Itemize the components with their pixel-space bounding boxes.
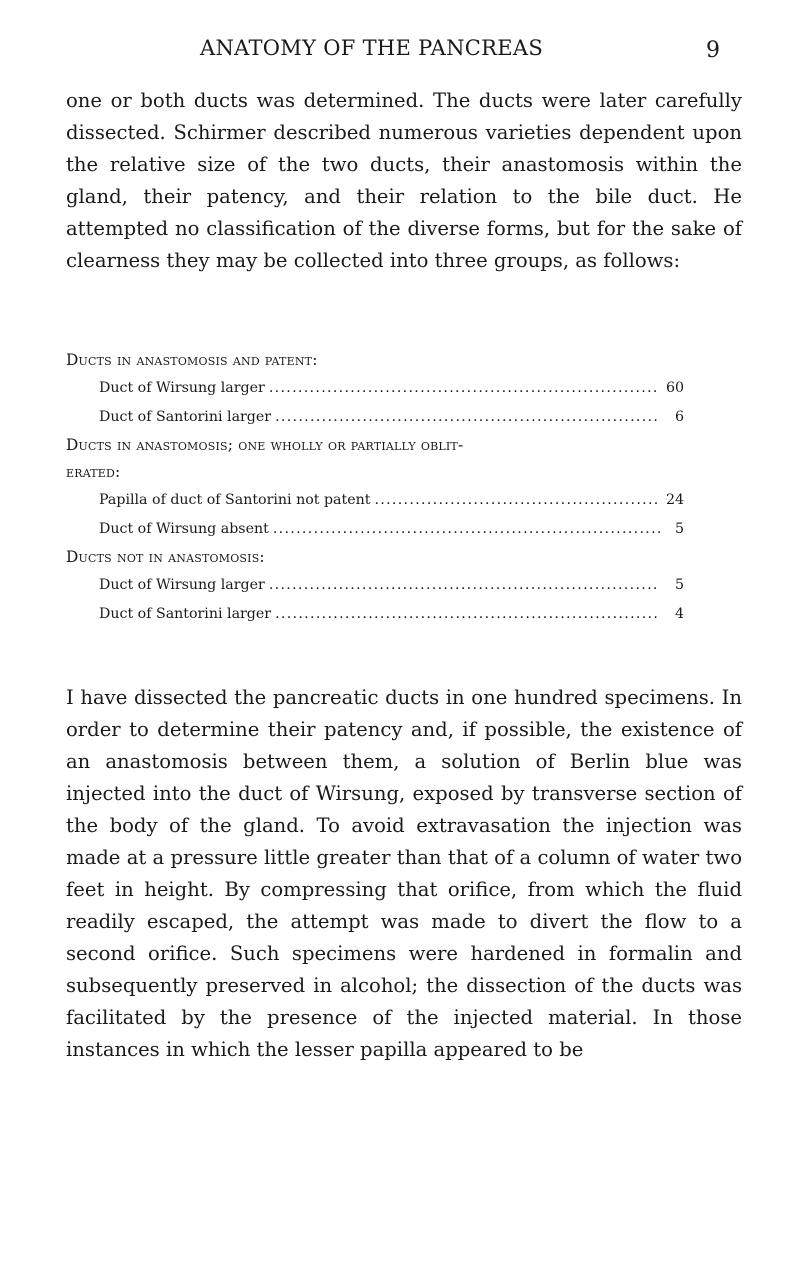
paragraph-intro: one or both ducts was determined. The ducts were later carefully dissected. Schirmer described numerous varieties dependent upon the relative size of the two ducts, their anastomosis within the gland, their patency, and their relation to the bile duct. He attempted no classification of the diverse forms, but for the sake of clearness they may be collected into three groups, as follows: xyxy=(66,89,742,272)
table-group-no-anastomosis xyxy=(66,544,742,629)
duct-classification-table xyxy=(66,347,742,629)
row-label: Duct of Santorini larger xyxy=(99,606,272,622)
paragraph-dissection: I have dissected the pancreatic ducts in one hundred specimens. In order to determine their patency and, if possible, the existence of an anastomosis between them, a solution of Berlin blue was injected into the duct of Wirsung, exposed by transverse section of the body of the gland. To avoid extravasation the injection was made at a pressure little greater than that of a column of water two feet in height. By compressing that orifice, from which the fluid readily escaped, the attempt was made to divert the flow to a second orifice. Such specimens were hardened in formalin and subsequently preserved in alcohol; the dissection of the ducts was facilitated by the presence of the injected material. In those instances in which the lesser papilla appeared to be xyxy=(66,686,742,1061)
row-value: 5 xyxy=(674,521,684,537)
page-number: 9 xyxy=(706,38,720,63)
group-title: Ducts not in anastomosis: xyxy=(66,548,265,566)
group-title-continuation: erated: xyxy=(66,463,121,481)
dot-leader xyxy=(269,374,660,403)
table-row xyxy=(66,374,684,403)
row-value: 4 xyxy=(674,606,684,622)
table-row xyxy=(66,486,684,515)
group-title: Ducts in anastomosis and patent: xyxy=(66,351,318,369)
table-group-anastomosis-obliterated xyxy=(66,432,742,544)
row-value: 24 xyxy=(665,492,684,508)
dot-leader xyxy=(374,486,660,515)
row-label: Duct of Santorini larger xyxy=(99,409,272,425)
table-group-anastomosis-patent xyxy=(66,347,742,432)
dot-leader xyxy=(269,571,660,600)
row-label: Duct of Wirsung larger xyxy=(99,380,265,396)
row-value: 6 xyxy=(674,409,684,425)
dot-leader xyxy=(273,515,660,544)
row-value: 60 xyxy=(665,380,684,396)
group-title: Ducts in anastomosis; one wholly or partially oblit- xyxy=(66,436,464,454)
dot-leader xyxy=(275,403,660,432)
table-row xyxy=(66,600,684,629)
row-value: 5 xyxy=(674,577,684,593)
dot-leader xyxy=(275,600,660,629)
row-label: Duct of Wirsung larger xyxy=(99,577,265,593)
table-row xyxy=(66,515,684,544)
row-label: Papilla of duct of Santorini not patent xyxy=(99,492,371,508)
table-row xyxy=(66,571,684,600)
row-label: Duct of Wirsung absent xyxy=(99,521,269,537)
running-head: ANATOMY OF THE PANCREAS xyxy=(200,36,544,60)
table-row xyxy=(66,403,684,432)
